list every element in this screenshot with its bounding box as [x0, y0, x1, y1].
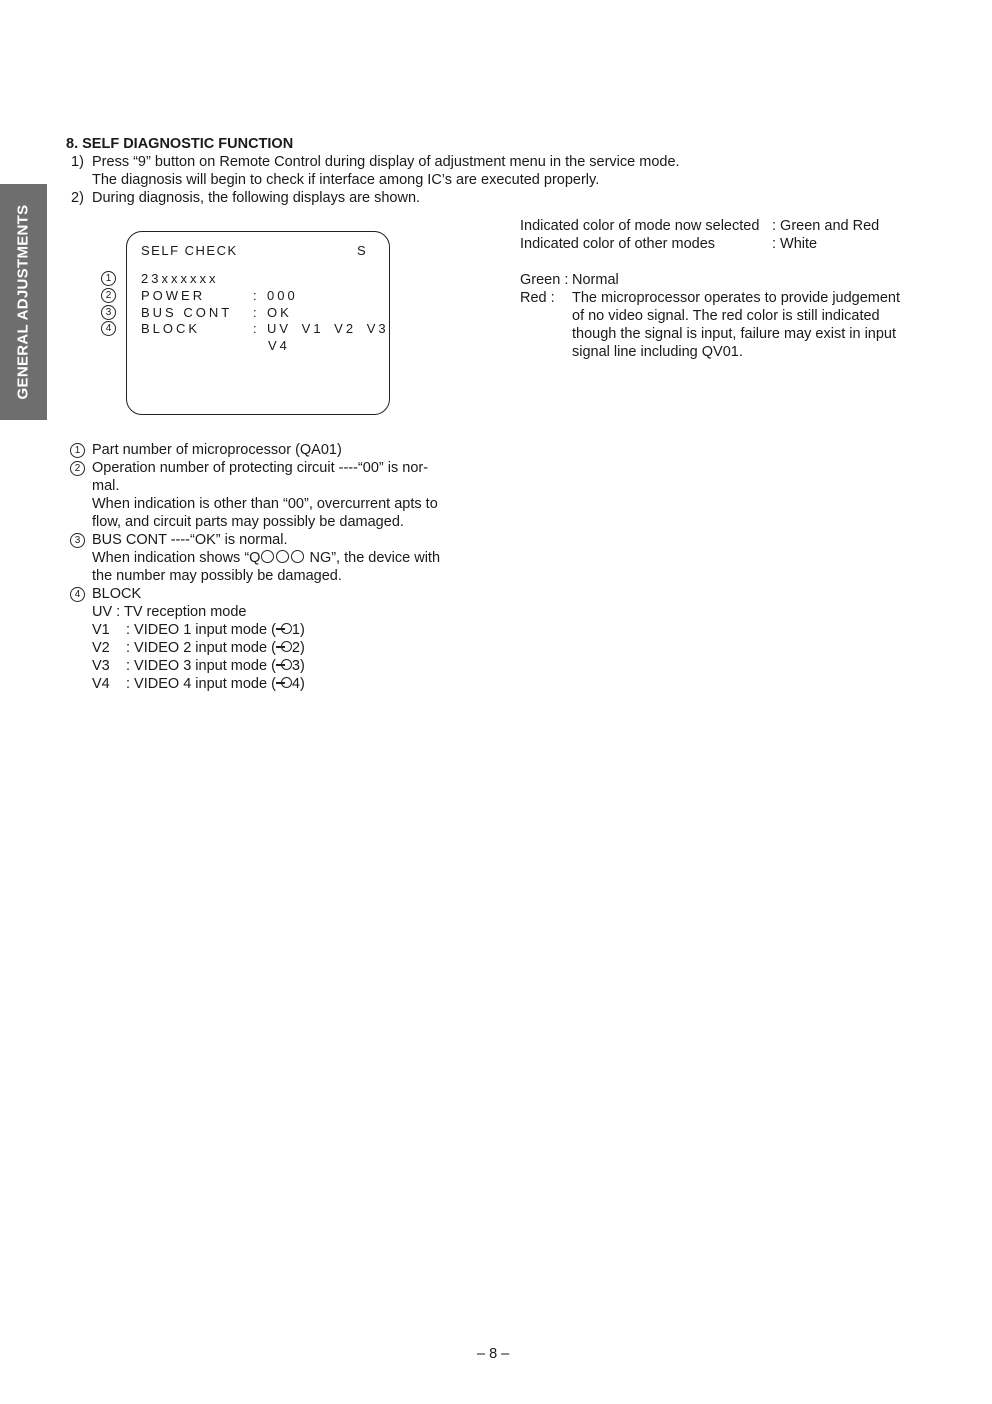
note-text: Operation number of protecting circuit ----“00” is nor- — [92, 460, 429, 476]
legend-selected-label: Indicated color of mode now selected — [520, 218, 760, 234]
mode-code: V4 — [92, 676, 110, 692]
screen-row-colon: : — [253, 321, 260, 336]
legend-other-value: : White — [772, 236, 818, 252]
red-text: of no video signal. The red color is still indicated — [572, 308, 880, 324]
note-text: flow, and circuit parts may possibly be damaged. — [92, 514, 404, 530]
red-label: Red : — [520, 290, 555, 306]
mode-num: 2) — [291, 640, 305, 656]
step-number: 1) — [71, 154, 84, 170]
mode-desc: : VIDEO 3 input mode ( — [126, 658, 276, 674]
mode-desc-line — [126, 657, 305, 675]
video-input-icon — [276, 659, 292, 671]
red-text: The microprocessor operates to provide judgement — [572, 290, 901, 306]
mode-code: V3 — [92, 658, 110, 674]
screen-row-label: 23xxxxxx — [141, 271, 219, 286]
marker-2: 2 — [101, 288, 116, 303]
note-text: mal. — [92, 478, 120, 494]
red-text: though the signal is input, failure may exist in input — [572, 326, 897, 342]
video-input-icon — [276, 623, 292, 635]
video-input-icon — [276, 677, 292, 689]
note-text: the number may possibly be damaged. — [92, 568, 342, 584]
side-tab-label: GENERAL ADJUSTMENTS — [14, 204, 32, 400]
screen-row-colon: : — [253, 288, 260, 303]
mode-desc-line — [126, 639, 305, 657]
legend-selected-value: : Green and Red — [772, 218, 880, 234]
mode-desc-line — [126, 675, 305, 693]
mode-num: 3) — [291, 658, 305, 674]
note-text: Part number of microprocessor (QA01) — [92, 442, 342, 458]
mode-desc: : VIDEO 2 input mode ( — [126, 640, 276, 656]
mode-desc: : VIDEO 4 input mode ( — [126, 676, 276, 692]
screen-title: SELF CHECK — [141, 243, 238, 258]
note-marker-4: 4 — [70, 587, 85, 602]
marker-3: 3 — [101, 305, 116, 320]
note-marker-2: 2 — [70, 461, 85, 476]
legend-other-label: Indicated color of other modes — [520, 236, 716, 252]
screen-row-colon: : — [253, 305, 260, 320]
note-text: When indication shows “Q — [92, 550, 261, 566]
circle-placeholder-icon — [261, 550, 274, 563]
note-marker-3: 3 — [70, 533, 85, 548]
mode-num: 1) — [291, 622, 305, 638]
marker-1: 1 — [101, 271, 116, 286]
step-number: 2) — [71, 190, 84, 206]
mode-num: 4) — [291, 676, 305, 692]
note-title: BLOCK — [92, 586, 142, 602]
step-text: The diagnosis will begin to check if interface among IC’s are executed properly. — [92, 172, 600, 188]
mode-code: V1 — [92, 622, 110, 638]
note-text: BUS CONT ----“OK” is normal. — [92, 532, 288, 548]
step-text: Press “9” button on Remote Control during display of adjustment menu in the service mode. — [92, 154, 680, 170]
circle-placeholder-icon — [291, 550, 304, 563]
video-input-icon — [276, 641, 292, 653]
screen-row-label: BUS CONT — [141, 305, 233, 320]
page-number: – 8 – — [477, 1346, 510, 1362]
step-text: During diagnosis, the following displays are shown. — [92, 190, 421, 206]
note-marker-1: 1 — [70, 443, 85, 458]
screen-mode-letter: S — [357, 243, 369, 258]
screen-row-value: 000 — [267, 288, 298, 303]
section-title: 8. SELF DIAGNOSTIC FUNCTION — [66, 136, 294, 152]
green-label: Green : — [520, 272, 569, 288]
screen-row-label: POWER — [141, 288, 206, 303]
mode-desc: : VIDEO 1 input mode ( — [126, 622, 276, 638]
screen-row-value: UV V1 V2 V3 — [267, 321, 389, 336]
screen-continuation: V4 — [268, 338, 290, 353]
mode-desc-line — [126, 621, 305, 639]
mode-uv: UV : TV reception mode — [92, 604, 247, 620]
screen-row-value: OK — [267, 305, 292, 320]
note-text: When indication is other than “00”, overcurrent apts to — [92, 496, 438, 512]
screen-row-label: BLOCK — [141, 321, 201, 336]
red-text: signal line including QV01. — [572, 344, 743, 360]
note-text: NG”, the device with — [305, 550, 441, 566]
mode-code: V2 — [92, 640, 110, 656]
marker-4: 4 — [101, 321, 116, 336]
note-text-line — [92, 549, 440, 567]
green-value: Normal — [572, 272, 619, 288]
circle-placeholder-icon — [276, 550, 289, 563]
